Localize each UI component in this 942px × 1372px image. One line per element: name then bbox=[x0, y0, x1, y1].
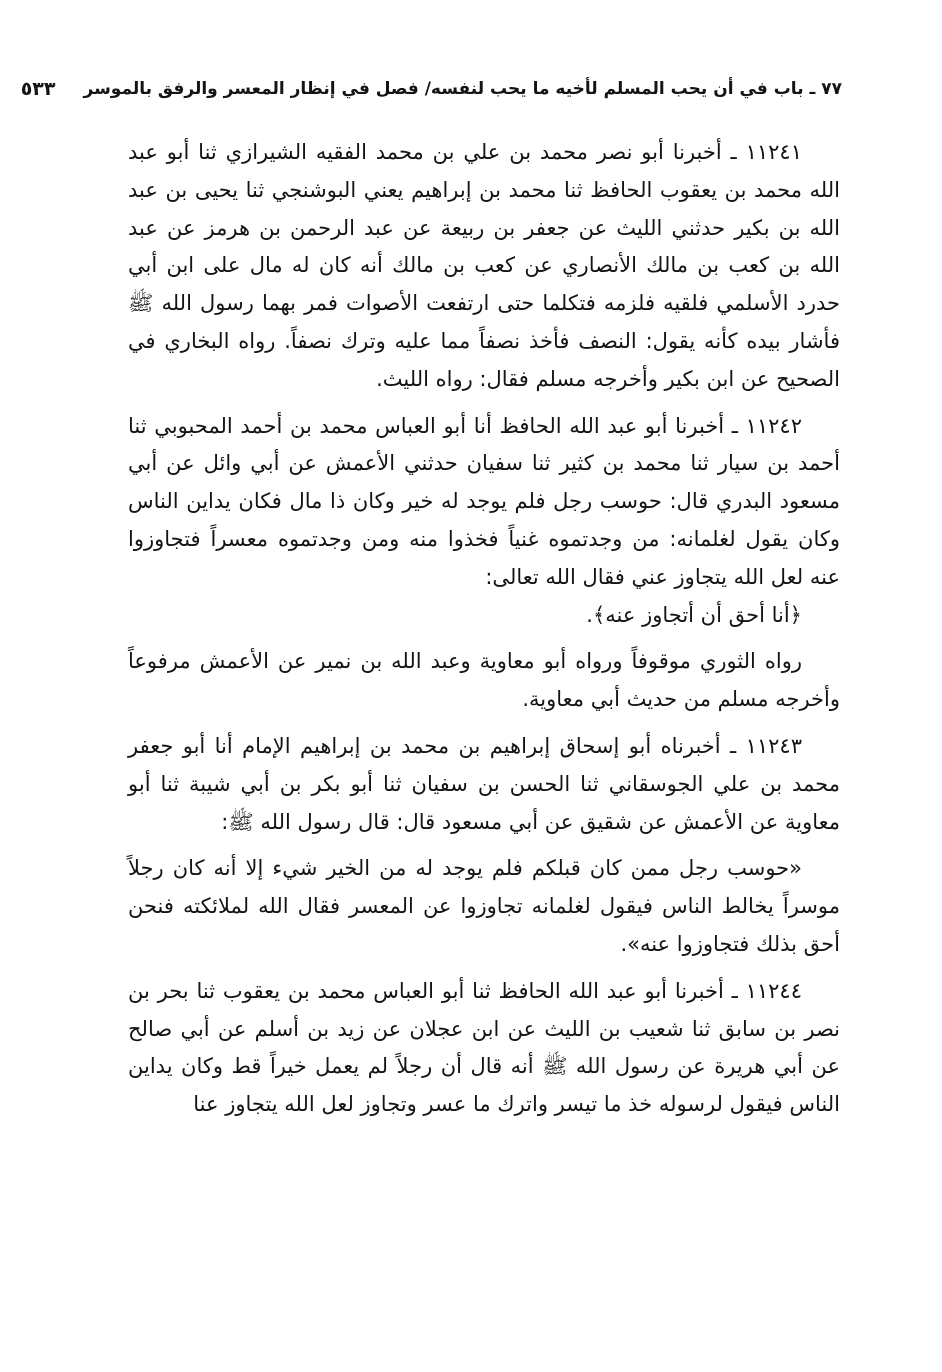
page-body bbox=[128, 134, 840, 1124]
running-header bbox=[20, 72, 842, 106]
hadith-11242-note: رواه الثوري موقوفاً ورواه أبو معاوية وعبد الله بن نمير عن الأعمش مرفوعاً وأخرجه مسلم من حديث أبي معاوية. bbox=[128, 649, 840, 712]
hadith-11242: ١١٢٤٢ ـ أخبرنا أبو عبد الله الحافظ أنا أبو العباس محمد بن أحمد المحبوبي ثنا أحمد بن سيار ثنا محمد بن كثير ثنا سفيان حدثني الأعمش عن أبي وائل عن أبي مسعود البدري قال: حوسب رجل فلم يوجد له خير وكان ذا مال فكان يداين الناس وكان يقول لغلمانه: من وجدتموه غنياً فخذوا منه ومن وجدتموه معسراً فتجاوزوا عنه لعل الله يتجاوز عني فقال الله تعالى: bbox=[128, 413, 840, 589]
page-number: ٥٣٣ bbox=[20, 78, 56, 100]
hadith-11244: ١١٢٤٤ ـ أخبرنا أبو عبد الله الحافظ ثنا أبو العباس محمد بن يعقوب ثنا بحر بن نصر بن سابق ثنا شعيب بن الليث عن ابن عجلان عن زيد بن أسلم عن أبي صالح عن أبي هريرة عن رسول الله ﷺ أنه قال أن رجلاً لم يعمل خيراً قط وكان يداين الناس فيقول لرسوله خذ ما تيسر واترك ما عسر وتجاوز لعل الله يتجاوز عنا bbox=[128, 978, 840, 1117]
chapter-title: ٧٧ ـ باب في أن يحب المسلم لأخيه ما يحب لنفسه/ فصل في إنظار المعسر والرفق بالموسر bbox=[83, 79, 842, 99]
hadith-11243: ١١٢٤٣ ـ أخبرناه أبو إسحاق إبراهيم بن محمد بن إبراهيم الإمام أنا أبو جعفر محمد بن علي الجوسقاني ثنا الحسن بن سفيان ثنا أبو بكر بن أبي شيبة ثنا أبو معاوية عن الأعمش عن شقيق عن أبي مسعود قال: قال رسول الله ﷺ: bbox=[128, 733, 840, 834]
quranic-quote-11242: ﴿أنا أحق أن أتجاوز عنه﴾. bbox=[586, 602, 802, 627]
hadith-11243-quote: «حوسب رجل ممن كان قبلكم فلم يوجد له من الخير شيء إلا أنه كان رجلاً موسراً يخالط الناس فيقول لغلمانه تجاوزوا عن المعسر فقال الله لملائكته فنحن أحق بذلك فتجاوزوا عنه». bbox=[128, 856, 840, 956]
hadith-11241: ١١٢٤١ ـ أخبرنا أبو نصر محمد بن علي بن محمد الفقيه الشيرازي ثنا أبو عبد الله محمد بن يعقوب الحافظ ثنا محمد بن إبراهيم يعني البوشنجي ثنا يحيى بن عبد الله بن بكير حدثني الليث عن جعفر بن ربيعة عن عبد الرحمن بن هرمز عن عبد الله بن كعب بن مالك الأنصاري عن كعب بن مالك أنه كان له مال على ابن أبي حدرد الأسلمي فلقيه فلزمه فتكلما حتى ارتفعت الأصوات فمر بهما رسول الله ﷺ فأشار بيده كأنه يقول: النصف فأخذ نصفاً مما عليه وترك نصفاً. رواه البخاري في الصحيح عن ابن بكير وأخرجه مسلم فقال: رواه الليث. bbox=[128, 140, 840, 391]
